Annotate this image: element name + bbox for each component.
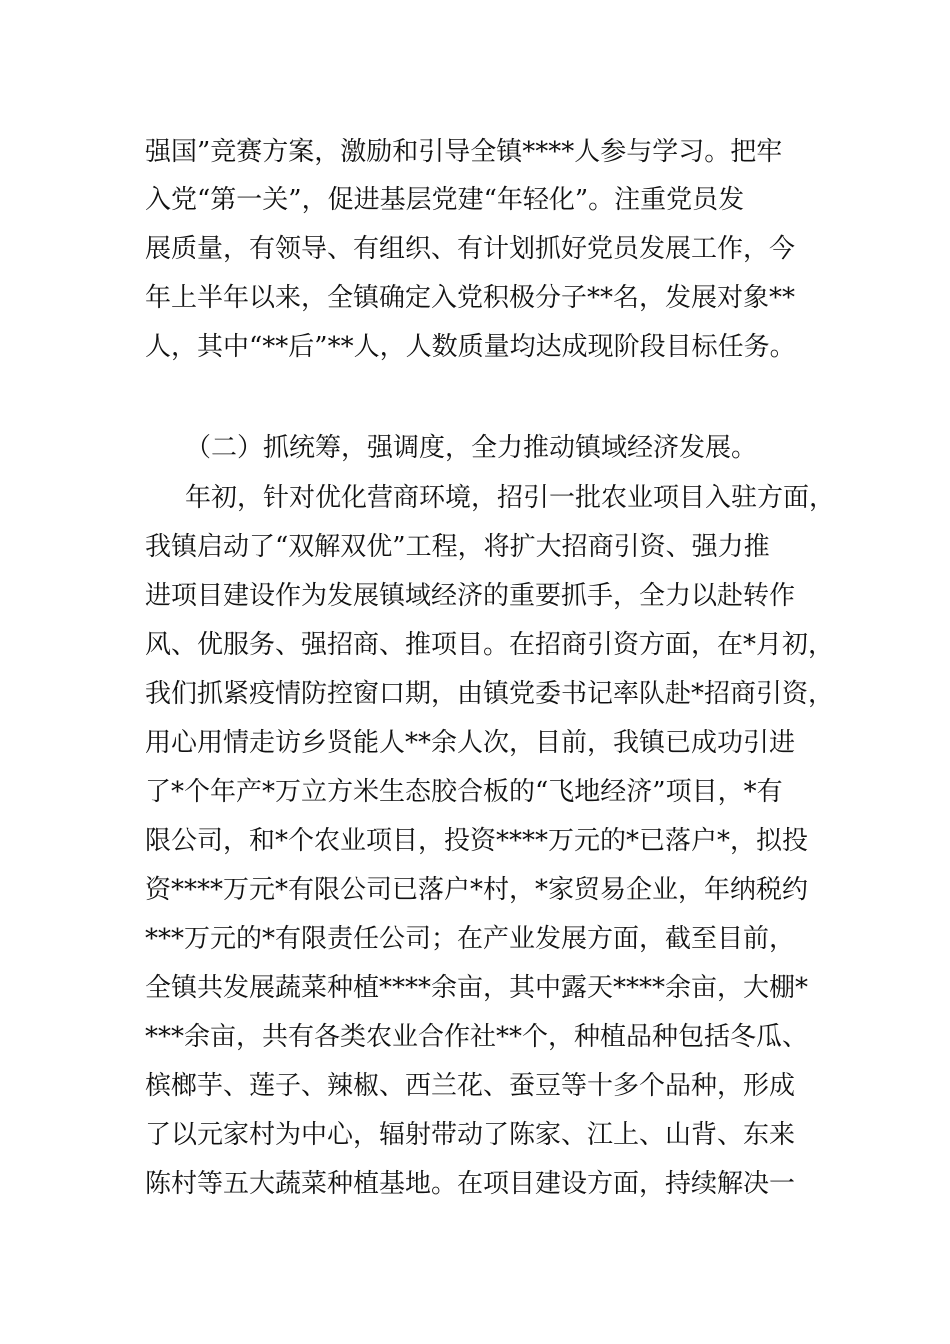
paragraph-line: 槟榔芋、莲子、辣椒、西兰花、蚕豆等十多个品种，形成 — [145, 1071, 796, 1101]
paragraph-line: ***万元的*有限责任公司；在产业发展方面，截至目前， — [145, 924, 796, 954]
paragraph-line: 全镇共发展蔬菜种植****余亩，其中露天****余亩，大棚* — [145, 973, 809, 1003]
paragraph-line: 限公司，和*个农业项目，投资****万元的*已落户*，拟投 — [145, 826, 809, 856]
paragraph-line: 进项目建设作为发展镇域经济的重要抓手，全力以赴转作 — [145, 581, 796, 611]
paragraph-line: 用心用情走访乡贤能人**余人次，目前，我镇已成功引进 — [145, 728, 796, 758]
paragraph-line: 我镇启动了“双解双优”工程，将扩大招商引资、强力推 — [145, 532, 770, 562]
paragraph-line: 人，其中“**后”**人，人数质量均达成现阶段目标任务。 — [145, 332, 796, 362]
paragraph-line: 资****万元*有限公司已落户*村，*家贸易企业，年纳税约 — [145, 875, 809, 905]
paragraph-line: 陈村等五大蔬菜种植基地。在项目建设方面，持续解决一 — [145, 1169, 796, 1199]
paragraph-line: 了*个年产*万立方米生态胶合板的“飞地经济”项目，*有 — [145, 777, 783, 807]
section-heading: （二）抓统筹，强调度，全力推动镇域经济发展。 — [185, 433, 758, 463]
paragraph-line: 年上半年以来，全镇确定入党积极分子**名，发展对象** — [145, 283, 796, 313]
paragraph-line: ***余亩，共有各类农业合作社**个，种植品种包括冬瓜、 — [145, 1022, 809, 1052]
paragraph-line: 我们抓紧疫情防控窗口期，由镇党委书记率队赴*招商引资， — [145, 679, 835, 709]
paragraph-line: 年初，针对优化营商环境，招引一批农业项目入驻方面， — [185, 483, 836, 513]
paragraph-line: 强国”竞赛方案，激励和引导全镇****人参与学习。把牢 — [145, 137, 783, 167]
paragraph-line: 入党“第一关”，促进基层党建“年轻化”。注重党员发 — [145, 185, 745, 215]
paragraph-line: 了以元家村为中心，辐射带动了陈家、江上、山背、东来 — [145, 1120, 796, 1150]
paragraph-line: 展质量，有领导、有组织、有计划抓好党员发展工作，今 — [145, 234, 796, 264]
paragraph-line: 风、优服务、强招商、推项目。在招商引资方面，在*月初， — [145, 630, 835, 660]
